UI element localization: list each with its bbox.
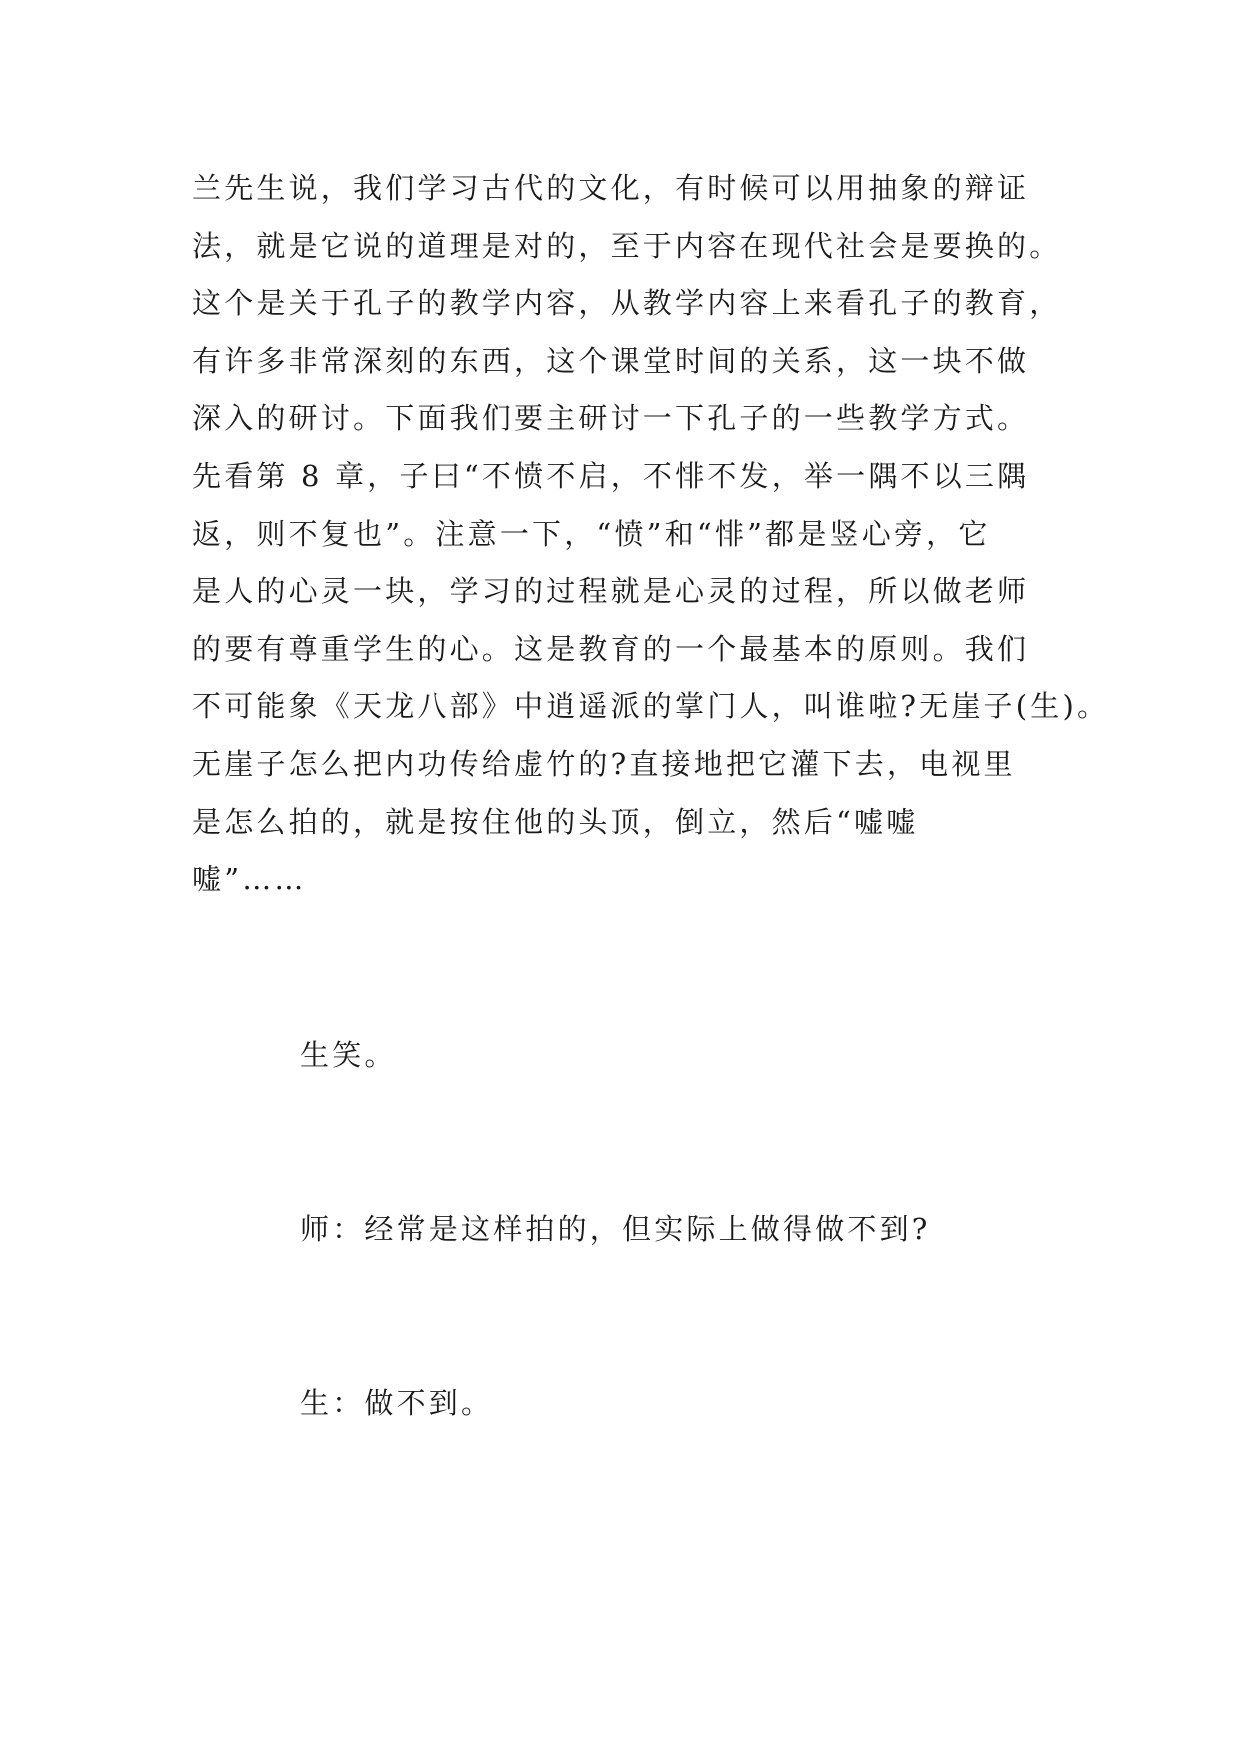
paragraph-line: 嘘”…… — [192, 862, 307, 897]
paragraph-line: 深入的研讨。下面我们要主研讨一下孔子的一些教学方式。 — [192, 401, 1030, 436]
paragraph-line: 先看第 8 章，子曰“不愤不启，不悱不发，举一隅不以三隅 — [192, 458, 1030, 493]
dialogue-line-students-laugh: 生笑。 — [300, 1038, 397, 1072]
paragraph-line: 这个是关于孔子的教学内容，从教学内容上来看孔子的教育， — [192, 286, 1062, 321]
dialogue-line-teacher: 师：经常是这样拍的，但实际上做得做不到? — [300, 1212, 931, 1246]
paragraph-line: 的要有尊重学生的心。这是教育的一个最基本的原则。我们 — [192, 631, 1030, 666]
paragraph-line: 法，就是它说的道理是对的，至于内容在现代社会是要换的。 — [192, 228, 1062, 263]
paragraph-line: 返，则不复也”。注意一下，“愤”和“悱”都是竖心旁，它 — [192, 516, 991, 551]
dialogue-line-student: 生：做不到。 — [300, 1386, 494, 1420]
paragraph-line: 是人的心灵一块，学习的过程就是心灵的过程，所以做老师 — [192, 574, 1030, 609]
paragraph-line: 无崖子怎么把内功传给虚竹的?直接地把它灌下去，电视里 — [192, 746, 1016, 781]
paragraph-line: 不可能象《天龙八部》中逍遥派的掌门人，叫谁啦?无崖子(生)。 — [192, 689, 1110, 724]
body-paragraph — [192, 160, 1110, 909]
paragraph-line: 兰先生说，我们学习古代的文化，有时候可以用抽象的辩证 — [192, 171, 1030, 205]
paragraph-line: 是怎么拍的，就是按住他的头顶，倒立，然后“嘘嘘 — [192, 804, 919, 839]
paragraph-line: 有许多非常深刻的东西，这个课堂时间的关系，这一块不做 — [192, 343, 1030, 378]
